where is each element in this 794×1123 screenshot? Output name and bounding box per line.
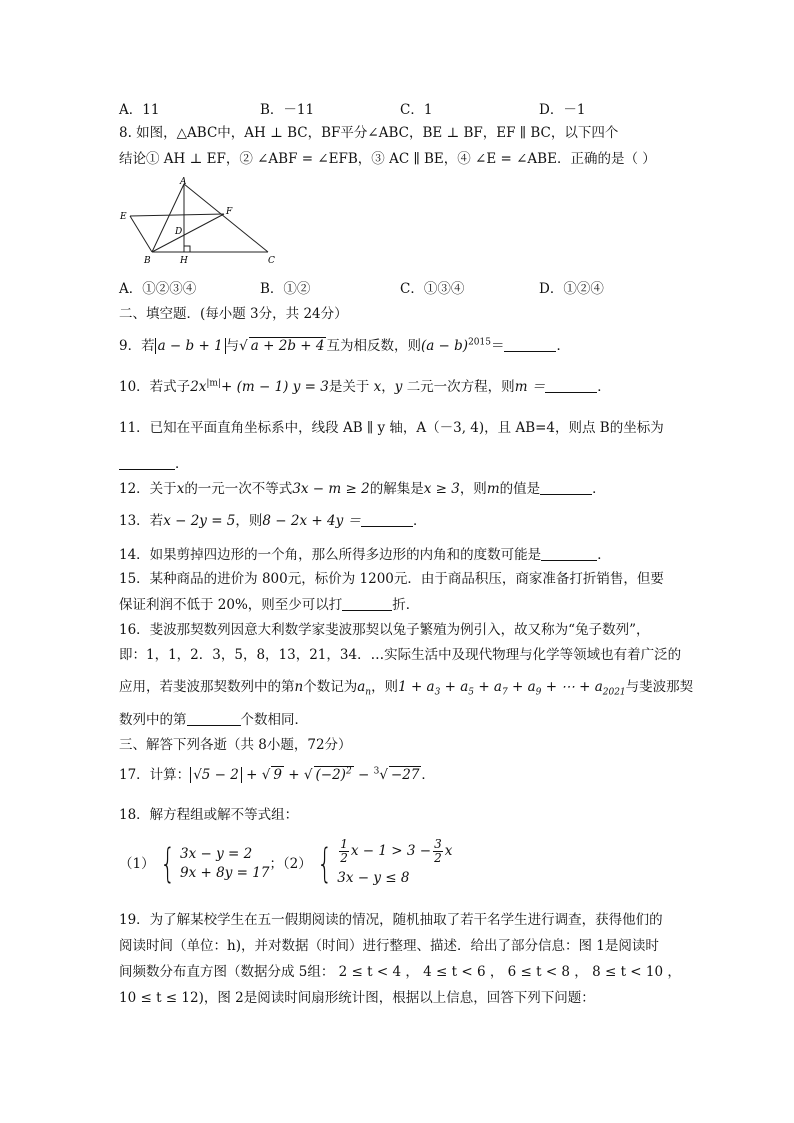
q10-after: 二元一次方程，则 [406,379,515,395]
label-h: H [180,256,188,266]
q10-comma: ， [381,379,395,395]
q18-part2-label: ；（2） [269,856,312,872]
q17-sqrt9: 9 [273,767,282,783]
q11-line1: 11．已知在平面直角坐标系中，线段 AB ∥ y 轴，A（－3, 4)，且 AB=4，则点 B的坐标为 [119,420,664,436]
q9-sqrt: a + 2b + 4 [250,338,325,354]
q16-mid2: ，则 [371,679,399,695]
q12-blank[interactable] [540,481,592,495]
q17-end: ． [421,767,435,783]
q16-prefix: 应用，若斐波那契数列中的第 [119,679,295,695]
q18-systems: （1） { 3x − y = 2 9x + 8y = 17 ；（2） { $\frac{1}{2}$ x − 1 > 3 − $\frac{3}{2}$ x 3x − y ≤ 8 [119,834,452,894]
q15-line1: 15．某种商品的进价为 800元，标价为 1200元．由于商品积压，商家准备打折销售，但要 [119,571,664,587]
q13-prefix: 13．若 [119,513,164,529]
q10 [119,378,611,396]
q8-option-a: A．①②③④ [119,281,197,297]
q16-line4-end: 个数相同． [240,712,308,728]
q18-system1 [180,845,269,883]
q10-blank[interactable] [545,379,597,393]
q16-line2: 即：1，1，2．3，5，8，13，21，34．…实际生活中及现代物理与化学等领域也有着广泛的 [119,647,682,663]
q18-sys2-ineq2: 3x − y ≤ 8 [337,869,410,886]
q10-y: y [394,379,403,395]
q15-line2 [119,596,419,614]
label-f: F [226,207,233,217]
q17-minus: − [357,767,370,783]
q10-expr1: 2x [190,379,207,395]
q8-option-c: C．①③④ [400,281,465,297]
q16-sum-tail: 与斐波那契 [625,679,694,695]
q18-sys2-ineq1-a: x − 1 > 3 − [350,843,432,859]
q9-end: ． [556,338,570,354]
q7-option-d: D．－1 [539,102,586,118]
q10-mid: 是关于 [328,379,370,395]
q17-sqrt-sq: (−2) [315,767,346,783]
q9: 9．若 a − b + 1 与√ a + 2b + 4 互为相反数，则$(a - b)^{2015}=$ ． [119,337,570,354]
q17-cbrt-index: 3 [373,766,380,777]
q12-m: m [486,481,500,497]
q18-frac1-den: 2 [340,850,348,865]
q13-blank[interactable] [361,513,413,527]
q17-plus1: + [246,767,258,783]
q7-option-b: B．－11 [260,102,315,118]
q16-an: a [357,679,366,695]
segment-eb [130,216,152,252]
q13-cond: x − 2y = 5 [163,513,236,529]
q10-exp: |m| [206,378,221,389]
q12-mid: 的一元一次不等式 [184,481,293,497]
q18-frac2-den: 2 [434,850,442,865]
q7-option-c: C．1 [400,102,433,118]
q14-blank[interactable] [541,547,597,561]
section-3-heading: 三、解答下列各逝（共 8小题，72分） [119,737,352,753]
q15-prefix: 保证利润不低于 20%，则至少可以打 [119,597,343,613]
q9-abs: a − b + 1 [155,338,226,354]
q16-line1: 16．斐波那契数列因意大利数学家斐波那契以兔子繁殖为例引入，故又称为“兔子数列”， [119,622,650,638]
q18-sys1-eq1: 3x − y = 2 [180,846,253,862]
q16-line4-prefix: 数列中的第 [119,712,187,728]
q9-mid: 与 [225,338,240,354]
q12-mid2: 的解集是 [369,481,424,497]
q10-x: x [373,379,382,395]
q8-line2: 结论① AH ⊥ EF，② ∠ABF = ∠EFB，③ AC ∥ BE，④ ∠E = ∠ABE．正确的是（ ） [119,151,656,167]
label-c: C [268,256,275,266]
section-2-heading: 二、填空题．(每小题 3分，共 24分） [119,306,348,322]
q13 [119,512,427,530]
q18-system2 [337,838,452,891]
q16-blank[interactable] [187,712,241,726]
q8-option-b: B．①② [260,281,311,297]
segment-ab [152,184,184,252]
label-d: D [175,227,183,237]
q12-sol: x ≥ 3 [423,481,460,497]
q17-plus2: + [288,767,300,783]
label-a: A [180,177,187,187]
q18-sys2-ineq1-b: x [444,843,453,859]
q10-end: ． [597,379,611,395]
q13-end: ． [413,513,427,529]
q10-prefix: 10．若式子 [119,379,191,395]
q17-sq: 2 [345,766,352,777]
q18-frac1-num: 1 [340,836,348,851]
q11-end: ． [175,456,189,472]
q13-expr: 8 − 2x + 4y ＝ [262,513,361,529]
q19-line3: 间频数分布直方图（数据分成 5组： 2 ≤ t < 4 ， 4 ≤ t < 6 ， 6 ≤ t < 8 ， 8 ≤ t < 10 ， [119,964,681,980]
q7-option-a: A．11 [119,102,160,118]
right-angle-mark [184,246,190,252]
q10-expr2: + (m − 1) y = 3 [221,379,329,395]
q16-line3: 应用，若斐波那契数列中的第n个数记为$a_n$，则$1 + a_3 + a_5 + a_7 + a_9$ + ⋯ + $a_{2021}$与斐波那契 [119,679,694,698]
q16-an-sub: n [365,687,372,698]
q18-title: 18．解方程组或解不等式组： [119,807,299,823]
q19-line2: 阅读时间（单位：h)，并对数据（时间）进行整理、描述．给出了部分信息：图 1是阅读时 [119,938,659,954]
q12-ineq: 3x − m ≥ 2 [292,481,370,497]
q10-m: m ＝ [514,379,546,395]
q14 [119,546,611,564]
q8-line1: 8. 如图，△ABC中，AH ⊥ BC，BF平分∠ABC，BE ⊥ BF，EF ∥ BC，以下四个 [119,125,619,141]
q19-line1: 19．为了解某校学生在五一假期阅读的情况，随机抽取了若干名学生进行调查，获得他们的 [119,912,663,928]
q16-sum-start: 1 + a [398,679,435,695]
q9-power-exp: 2015 [468,337,491,348]
q12-end: ． [592,481,606,497]
q17-abs: √5 − 2 [190,767,242,783]
q11-line2 [119,455,189,473]
q12-prefix: 12．关于 [119,481,177,497]
q14-text: 14．如果剪掉四边形的一个角，那么所得多边形的内角和的度数可能是 [119,547,542,563]
q15-blank[interactable] [342,597,392,611]
q19-line4: 10 ≤ t ≤ 12)，图 2是阅读时间扇形统计图，根据以上信息，回答下列下问题： [119,990,595,1006]
q8-option-d: D．①②④ [539,281,604,297]
segment-ac [184,184,268,252]
q17: 17．计算： √5 − 2 + √ 9 + √ $(-2)^2 - ^3√ -27$ ． [119,766,435,783]
q12-mid3: ，则 [459,481,487,497]
q13-mid: ，则 [235,513,263,529]
q18-frac2-num: 3 [434,836,442,851]
q18-sys1-eq2: 9x + 8y = 17 [180,865,270,881]
q8-triangle-figure [116,176,276,266]
q17-prefix: 17．计算： [119,767,191,783]
q16-line4 [119,711,308,729]
q18-part1-label: （1） [119,856,155,872]
q16-n: n [294,679,304,695]
q12-after: 的值是 [499,481,541,497]
q14-end: ． [597,547,611,563]
q9-prefix: 9．若 [119,338,155,354]
q9-blank[interactable] [504,338,556,352]
q16-mid: 个数记为 [303,679,358,695]
label-b: B [144,256,151,266]
q15-end: 折． [392,597,420,613]
q17-cbrt: −27 [390,767,420,783]
q9-power-base: (a − b) [420,338,469,354]
q12 [119,480,606,498]
q12-x: x [176,481,185,497]
q11-blank[interactable] [119,456,175,470]
segment-ef [130,214,224,216]
q9-after: 互为相反数，则 [326,338,421,354]
q9-eq: ＝ [490,338,505,354]
label-e: E [120,212,127,222]
